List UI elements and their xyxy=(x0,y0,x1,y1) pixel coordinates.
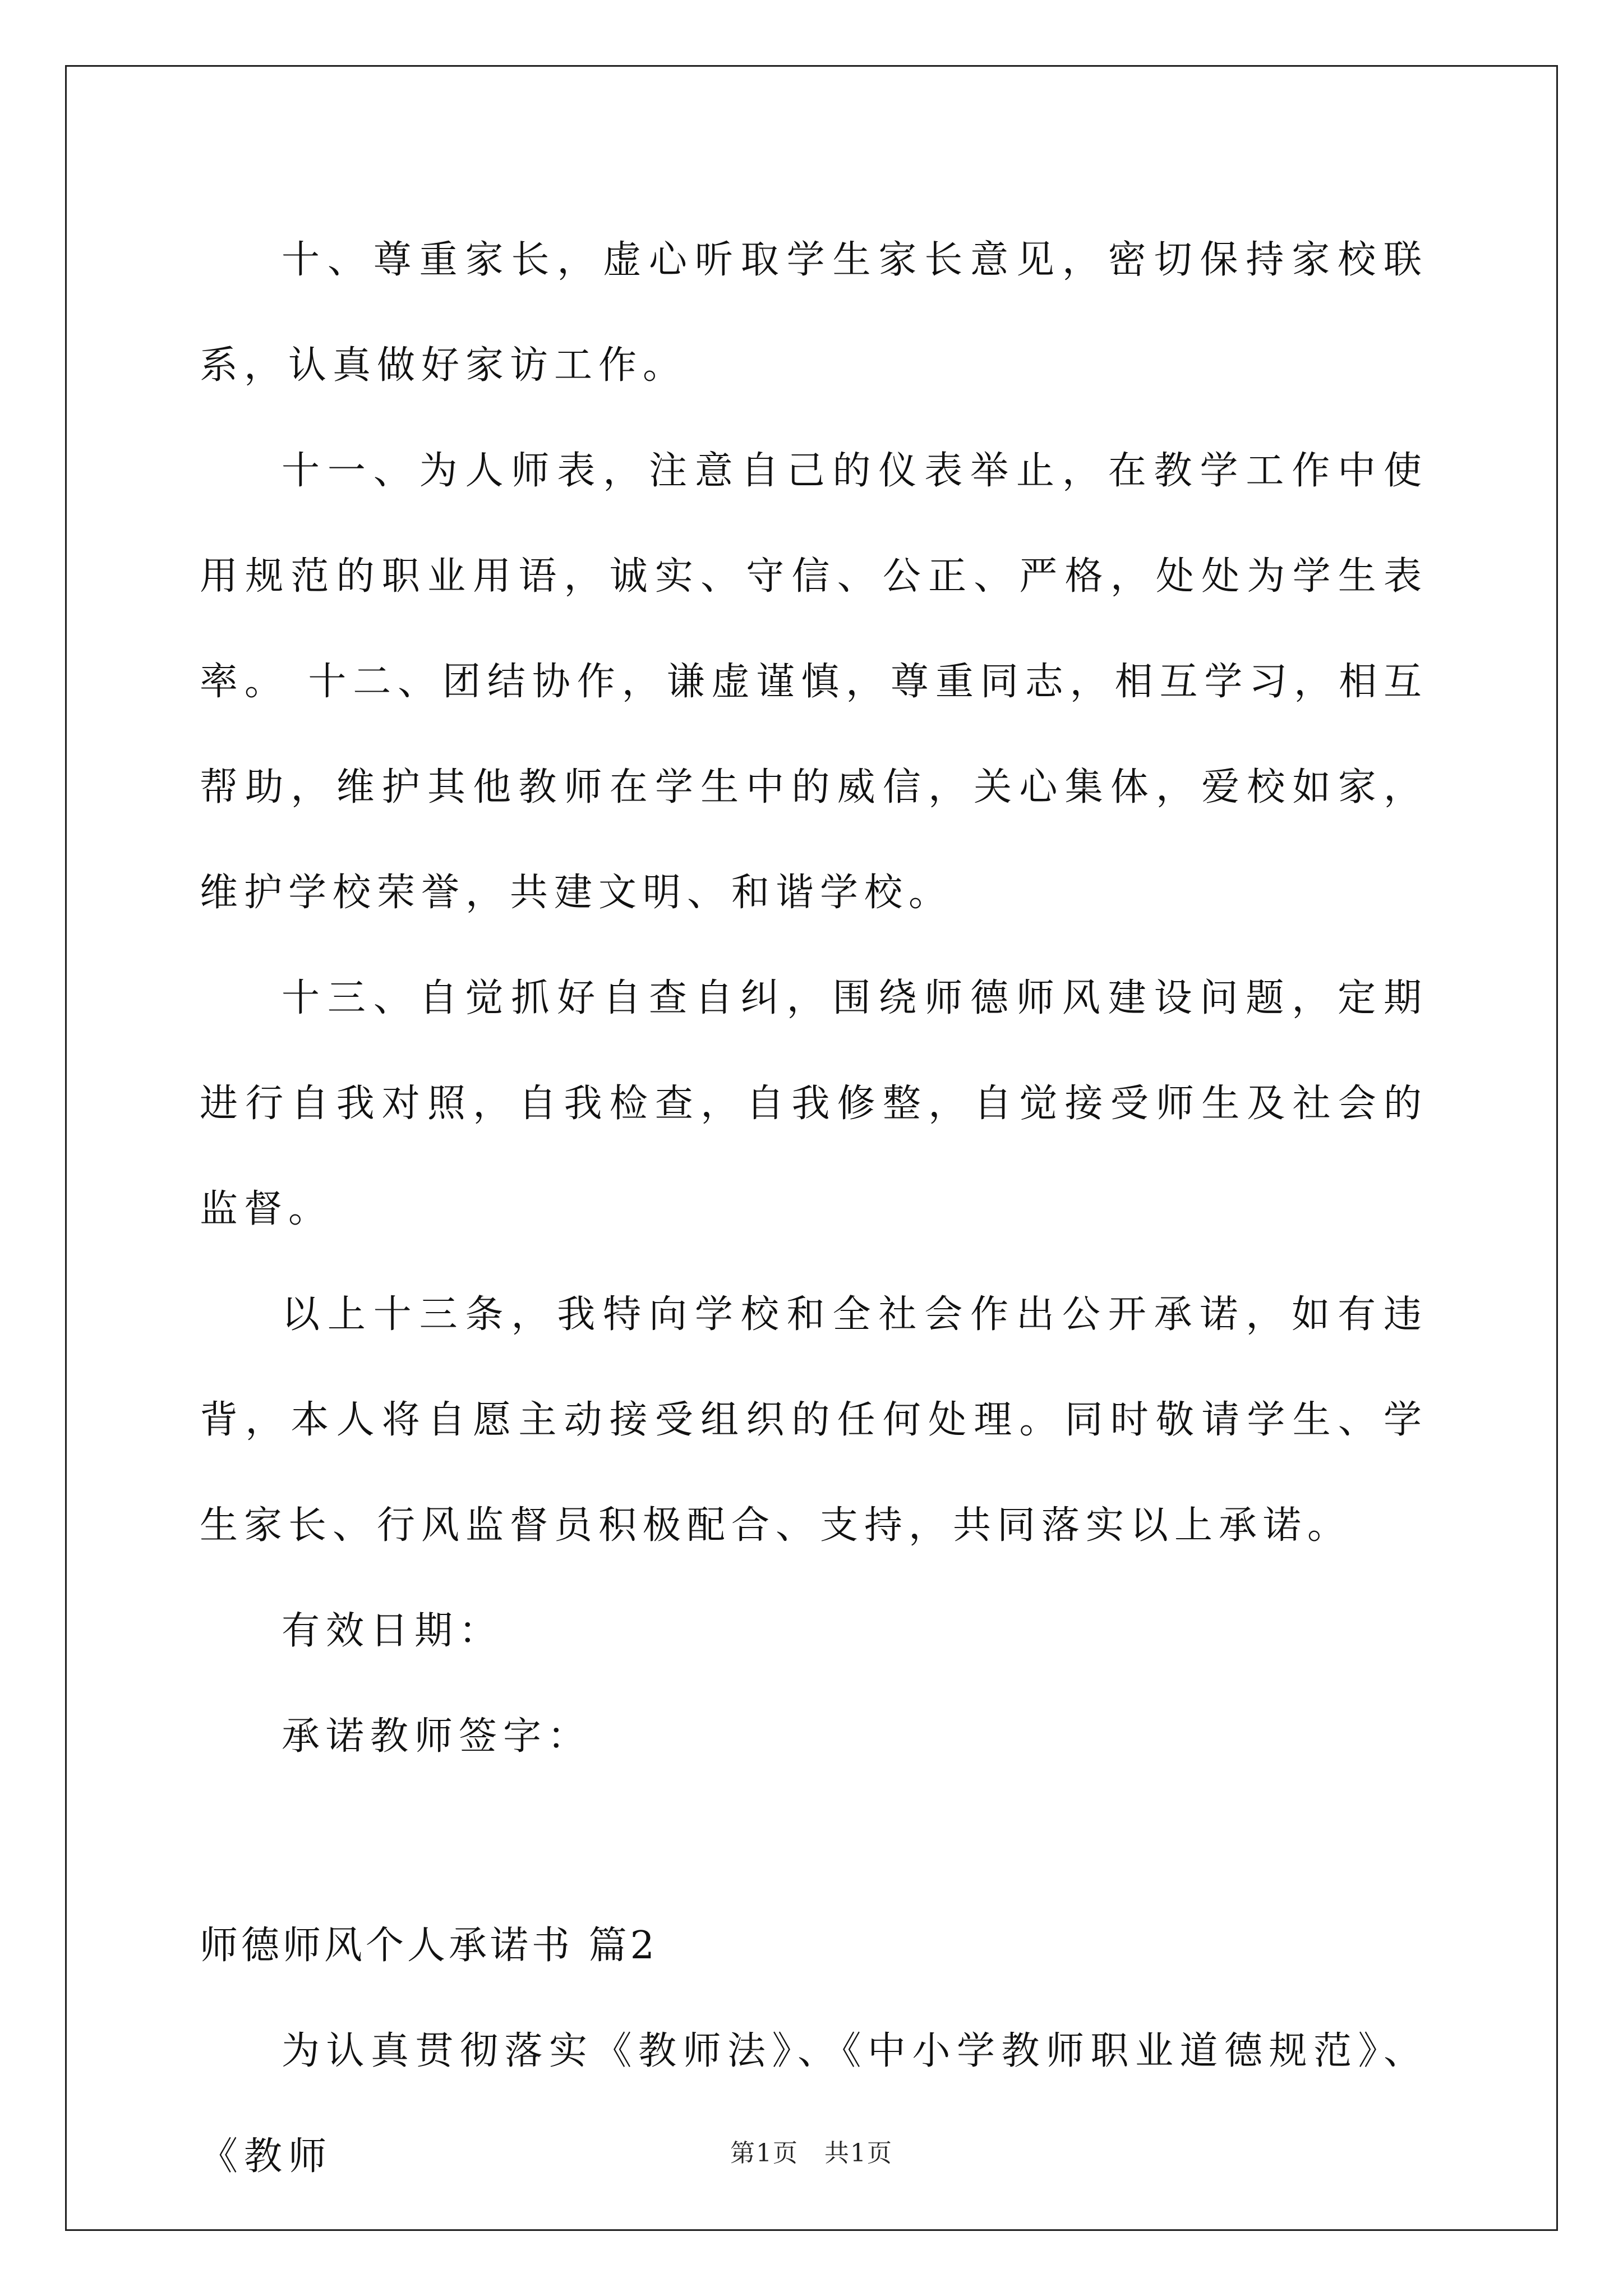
effective-date-label: 有效日期： xyxy=(282,1609,504,1653)
section-title: 师德师风个人承诺书 篇2 xyxy=(200,1924,658,1968)
page-footer: 第1页 共1页 xyxy=(730,2139,893,2168)
paragraph-10: 十、尊重家长，虚心听取学生家长意见，密切保持家校联系，认真做好家访工作。 xyxy=(200,238,1428,388)
paragraph-11-12: 十一、为人师表，注意自己的仪表举止，在教学工作中使用规范的职业用语，诚实、守信、公正、严格，处处为学生表率。 十二、团结协作，谦虚谨慎，尊重同志，相互学习，相互帮助，维护其他教师在学生中的威信，关心集体，爱校如家，维护学校荣誉，共建文明、和谐学校。 xyxy=(200,449,1428,915)
paragraph-commitment: 以上十三条，我特向学校和全社会作出公开承诺，如有违背，本人将自愿主动接受组织的任何处理。同时敬请学生、学生家长、行风监督员积极配合、支持，共同落实以上承诺。 xyxy=(200,1292,1428,1548)
paragraph-13: 十三、自觉抓好自查自纠，围绕师德师风建设问题，定期进行自我对照，自我检查，自我修整，自觉接受师生及社会的监督。 xyxy=(200,976,1428,1231)
intro-paragraph: 为认真贯彻落实《教师法》、《中小学教师职业道德规范》、《教师 xyxy=(200,2029,1428,2179)
signature-label: 承诺教师签字： xyxy=(282,1714,592,1759)
document-body xyxy=(200,208,1428,2210)
